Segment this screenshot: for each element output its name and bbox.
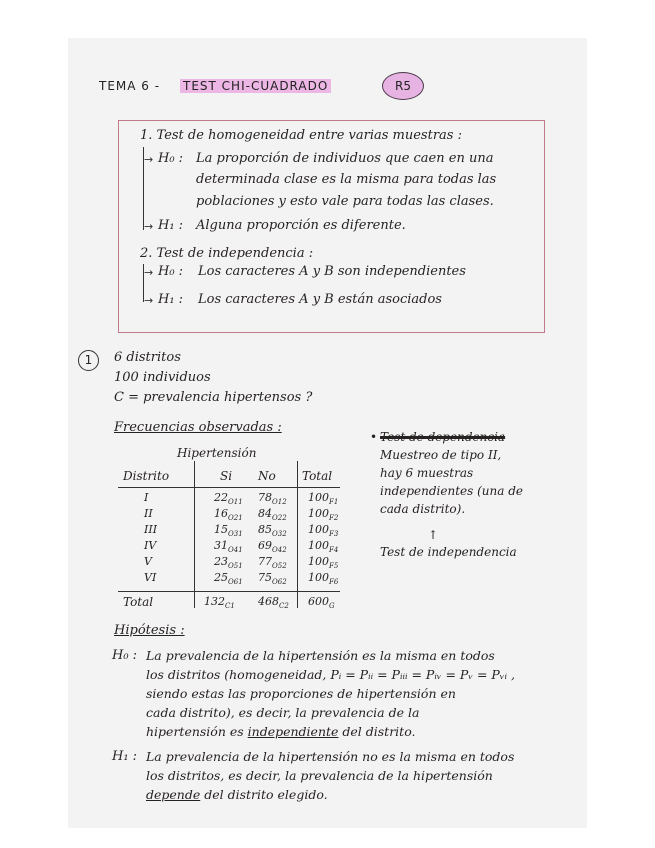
hip-h0-line4: cada distrito), es decir, la prevalencia de la (146, 705, 420, 720)
row-si: $16_{O21}$ (214, 507, 243, 523)
frequencies-heading: Frecuencias observadas : (114, 420, 282, 435)
table-col-divider (297, 461, 298, 608)
note-line4: cada distrito). (380, 502, 466, 516)
row-total: $100_{F5}$ (308, 555, 339, 571)
hip-h1-label: H₁ : (112, 749, 138, 764)
row-no: $78_{O12}$ (258, 491, 287, 507)
hip-h0-line5: hipertensión es independiente del distrito. (146, 724, 416, 739)
row-distrito: VI (144, 571, 157, 584)
box-h1-line1: Alguna proporción es diferente. (196, 218, 406, 233)
table-super-header: Hipertensión (177, 446, 257, 460)
col-header-total: Total (302, 469, 333, 483)
row-distrito: I (144, 491, 149, 504)
note-arrow-icon: ↑ (428, 528, 439, 542)
row-si: $31_{O41}$ (214, 539, 243, 555)
row-distrito: II (144, 507, 153, 520)
row-no: $75_{O62}$ (258, 571, 287, 587)
hip-h0-line3: siendo estas las proporciones de hipertensión en (146, 686, 456, 701)
table-col-divider (194, 461, 195, 608)
box-h0b-text: Los caracteres A y B son independientes (198, 264, 466, 279)
arrow-icon: → (144, 153, 154, 166)
row-si: $22_{O11}$ (214, 491, 243, 507)
note-line3: independientes (una de (380, 484, 523, 498)
subject-highlight: TEST CHI-CUADRADO (180, 79, 331, 93)
hip-h0-line1: La prevalencia de la hipertensión es la misma en todos (146, 648, 495, 663)
total-si: $132_{C1}$ (204, 595, 235, 611)
table-header-rule (118, 487, 340, 488)
arrow-icon: → (144, 266, 154, 279)
note-bullet: • (370, 430, 378, 444)
total-label: Total (123, 595, 154, 609)
col-header-si: Si (220, 469, 233, 483)
row-total: $100_{F3}$ (308, 523, 339, 539)
problem-line1: 6 distritos (114, 350, 181, 365)
note-line2: hay 6 muestras (380, 466, 474, 480)
col-header-no: No (258, 469, 276, 483)
problem-number: 1 (78, 350, 99, 371)
note-conclusion: Test de independencia (380, 545, 517, 559)
row-no: $85_{O32}$ (258, 523, 287, 539)
arrow-icon: → (144, 220, 154, 233)
col-header-distrito: Distrito (123, 469, 170, 483)
table-total-rule (118, 591, 340, 592)
box-item2-title: 2. Test de independencia : (140, 246, 314, 261)
note-line1: Muestreo de tipo II, (380, 448, 502, 462)
row-si: $25_{O61}$ (214, 571, 243, 587)
row-no: $84_{O22}$ (258, 507, 287, 523)
box-h0b-label: H₀ : (158, 264, 184, 279)
emphasis-independiente: independiente (247, 724, 339, 739)
total-no: $468_{C2}$ (258, 595, 289, 611)
row-no: $69_{O42}$ (258, 539, 287, 555)
box-h0-line3: poblaciones y esto vale para todas las clases. (196, 194, 494, 209)
row-si: $15_{O31}$ (214, 523, 243, 539)
hip-h1-line3: depende del distrito elegido. (146, 787, 328, 802)
row-si: $23_{O51}$ (214, 555, 243, 571)
row-distrito: IV (144, 539, 157, 552)
box-h0-label: H₀ : (158, 151, 184, 166)
row-total: $100_{F4}$ (308, 539, 339, 555)
row-total: $100_{F1}$ (308, 491, 339, 507)
row-distrito: V (144, 555, 152, 568)
tema-label: TEMA 6 - (99, 79, 161, 93)
box-item1-title: 1. Test de homogeneidad entre varias muestras : (140, 128, 462, 143)
hip-h1-line1: La prevalencia de la hipertensión no es la misma en todos (146, 749, 515, 764)
row-total: $100_{F6}$ (308, 571, 339, 587)
note-struck-text: Test de dependencia (380, 430, 506, 444)
hip-h1-line2: los distritos, es decir, la prevalencia de la hipertensión (146, 768, 493, 783)
problem-line3: C = prevalencia hipertensos ? (114, 390, 313, 405)
hip-h0-line2: los distritos (homogeneidad, Pᵢ = Pᵢᵢ = Pᵢᵢᵢ = Pᵢᵥ = Pᵥ = Pᵥᵢ , (146, 667, 515, 682)
emphasis-depende: depende (146, 787, 201, 802)
box-h1-label: H₁ : (158, 218, 184, 233)
box-h1b-text: Los caracteres A y B están asociados (198, 292, 442, 307)
hip-h0-label: H₀ : (112, 648, 138, 663)
total-all: $600_G$ (308, 595, 335, 611)
badge-r5: R5 (382, 72, 424, 100)
problem-line2: 100 individuos (114, 370, 211, 385)
subject-title (180, 79, 331, 93)
box-h1b-label: H₁ : (158, 292, 184, 307)
row-distrito: III (144, 523, 158, 536)
box-h0-line1: La proporción de individuos que caen en una (196, 151, 494, 166)
row-total: $100_{F2}$ (308, 507, 339, 523)
box-h0-line2: determinada clase es la misma para todas las (196, 172, 497, 187)
hipotesis-heading: Hipótesis : (114, 623, 185, 638)
row-no: $77_{O52}$ (258, 555, 287, 571)
arrow-icon: → (144, 294, 154, 307)
